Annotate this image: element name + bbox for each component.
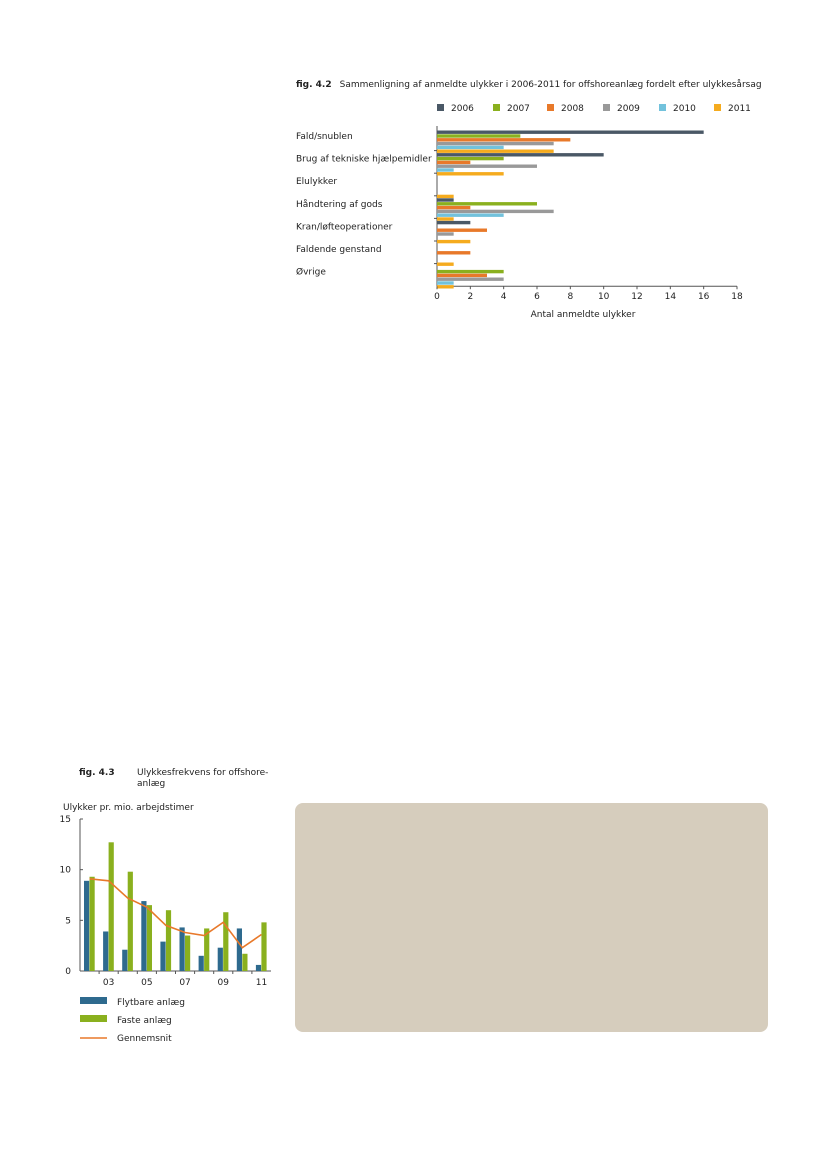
bar-Faste anlæg [128,872,133,971]
fig43-title-text: Ulykkesfrekvens for offshore-anlæg [137,768,269,789]
bar-2010 [437,168,454,171]
bar-Flytbare anlæg [84,881,89,971]
legend-swatch-2008 [547,104,554,111]
x-tick-label: 4 [500,292,507,303]
bar-Faste anlæg [185,936,190,971]
x-axis-label: Antal anmeldte ulykker [530,310,636,321]
x-tick-label: 8 [567,292,574,303]
bar-Flytbare anlæg [218,948,223,971]
bar-2010 [437,281,454,284]
category-label: Håndtering af gods [296,199,383,210]
bar-2007 [437,270,504,273]
bar-Faste anlæg [166,910,171,971]
bar-2006 [437,198,454,201]
bar-2011 [437,150,554,153]
legend-label-Faste anlæg: Faste anlæg [117,1016,172,1026]
bar-Flytbare anlæg [256,965,261,971]
legend-swatch-2011 [714,104,721,111]
bar-2011 [437,217,454,220]
bar-2008 [437,274,487,277]
category-label: Faldende genstand [296,245,382,255]
fig42-label: fig. 4.2 [296,80,332,90]
x-tick-label: 09 [217,978,229,988]
y-tick-label: 15 [59,815,71,825]
category-label: Brug af tekniske hjælpemidler [296,154,432,165]
bar-2010 [437,146,504,149]
legend-label-Gennemsnit: Gennemsnit [117,1034,172,1044]
bar-2007 [437,202,537,205]
fig42-title-text: Sammenligning af anmeldte ulykker i 2006-2011 for offshoreanlæg fordelt efter ulykkesårsag [339,80,762,90]
bar-Flytbare anlæg [237,928,242,971]
bar-2011 [437,263,454,266]
fig43-chart [0,0,300,1169]
bar-2008 [437,138,570,141]
legend-label-2006: 2006 [451,104,474,114]
bar-2011 [437,285,454,288]
bar-Faste anlæg [109,842,114,971]
x-tick-label: 0 [434,292,440,303]
x-tick-label: 07 [179,978,191,988]
legend-label-2008: 2008 [561,104,584,114]
y-tick-label: 0 [65,967,71,977]
bar-2011 [437,172,504,175]
x-tick-label: 03 [102,978,115,988]
legend-swatch-Faste anlæg [80,1015,107,1022]
bar-2010 [437,214,504,217]
bar-2008 [437,251,470,254]
bar-Flytbare anlæg [160,942,165,971]
bar-2007 [437,157,504,160]
y-tick-label: 5 [65,916,71,927]
fig43-label: fig. 4.3 [79,768,115,778]
bar-Faste anlæg [261,922,266,971]
legend-swatch-Flytbare anlæg [80,997,107,1004]
category-label: Øvrige [296,267,326,278]
bar-Flytbare anlæg [141,901,146,971]
category-label: Kran/løfteoperationer [296,222,393,233]
bar-Flytbare anlæg [199,956,204,971]
bar-2008 [437,161,470,164]
x-tick-label: 2 [467,292,474,303]
y-tick-label: 10 [59,865,71,876]
bar-2011 [437,195,454,198]
bar-Faste anlæg [90,877,95,971]
bar-2009 [437,165,537,168]
x-tick-label: 6 [534,292,540,303]
legend-label-2010: 2010 [673,104,696,114]
bar-Flytbare anlæg [122,950,127,971]
bar-2008 [437,206,470,209]
legend-label-Flytbare anlæg: Flytbare anlæg [117,998,185,1008]
x-tick-label: 12 [631,292,643,303]
x-tick-label: 11 [255,978,268,988]
legend-swatch-2006 [437,104,444,111]
category-label: Elulykker [296,177,338,188]
legend-swatch-2007 [493,104,500,111]
x-tick-label: 05 [141,978,153,988]
legend-swatch-2010 [659,104,666,111]
bar-Faste anlæg [223,912,228,971]
bar-2009 [437,278,504,281]
bar-2006 [437,131,704,134]
bar-Flytbare anlæg [180,927,185,971]
legend-swatch-2009 [603,104,610,111]
x-tick-label: 10 [597,292,610,303]
bar-2011 [437,240,470,243]
bar-2008 [437,229,487,232]
bar-2009 [437,232,454,235]
x-tick-label: 14 [664,292,677,303]
bar-2006 [437,153,604,156]
legend-label-2009: 2009 [617,104,640,114]
bar-2006 [437,221,470,224]
bar-Flytbare anlæg [103,931,108,971]
bar-2009 [437,142,554,145]
bar-2009 [437,210,554,213]
legend-label-2007: 2007 [507,104,530,114]
info-box [295,803,768,1032]
line-Gennemsnit [90,879,262,948]
x-tick-label: 16 [697,292,710,303]
bar-Faste anlæg [242,954,247,971]
x-tick-label: 18 [731,292,743,303]
y-axis-label: Ulykker pr. mio. arbejdstimer [63,803,194,813]
bar-2007 [437,134,520,137]
bar-Faste anlæg [147,905,152,971]
legend-label-2011: 2011 [728,104,751,114]
category-label: Fald/snublen [296,132,353,142]
